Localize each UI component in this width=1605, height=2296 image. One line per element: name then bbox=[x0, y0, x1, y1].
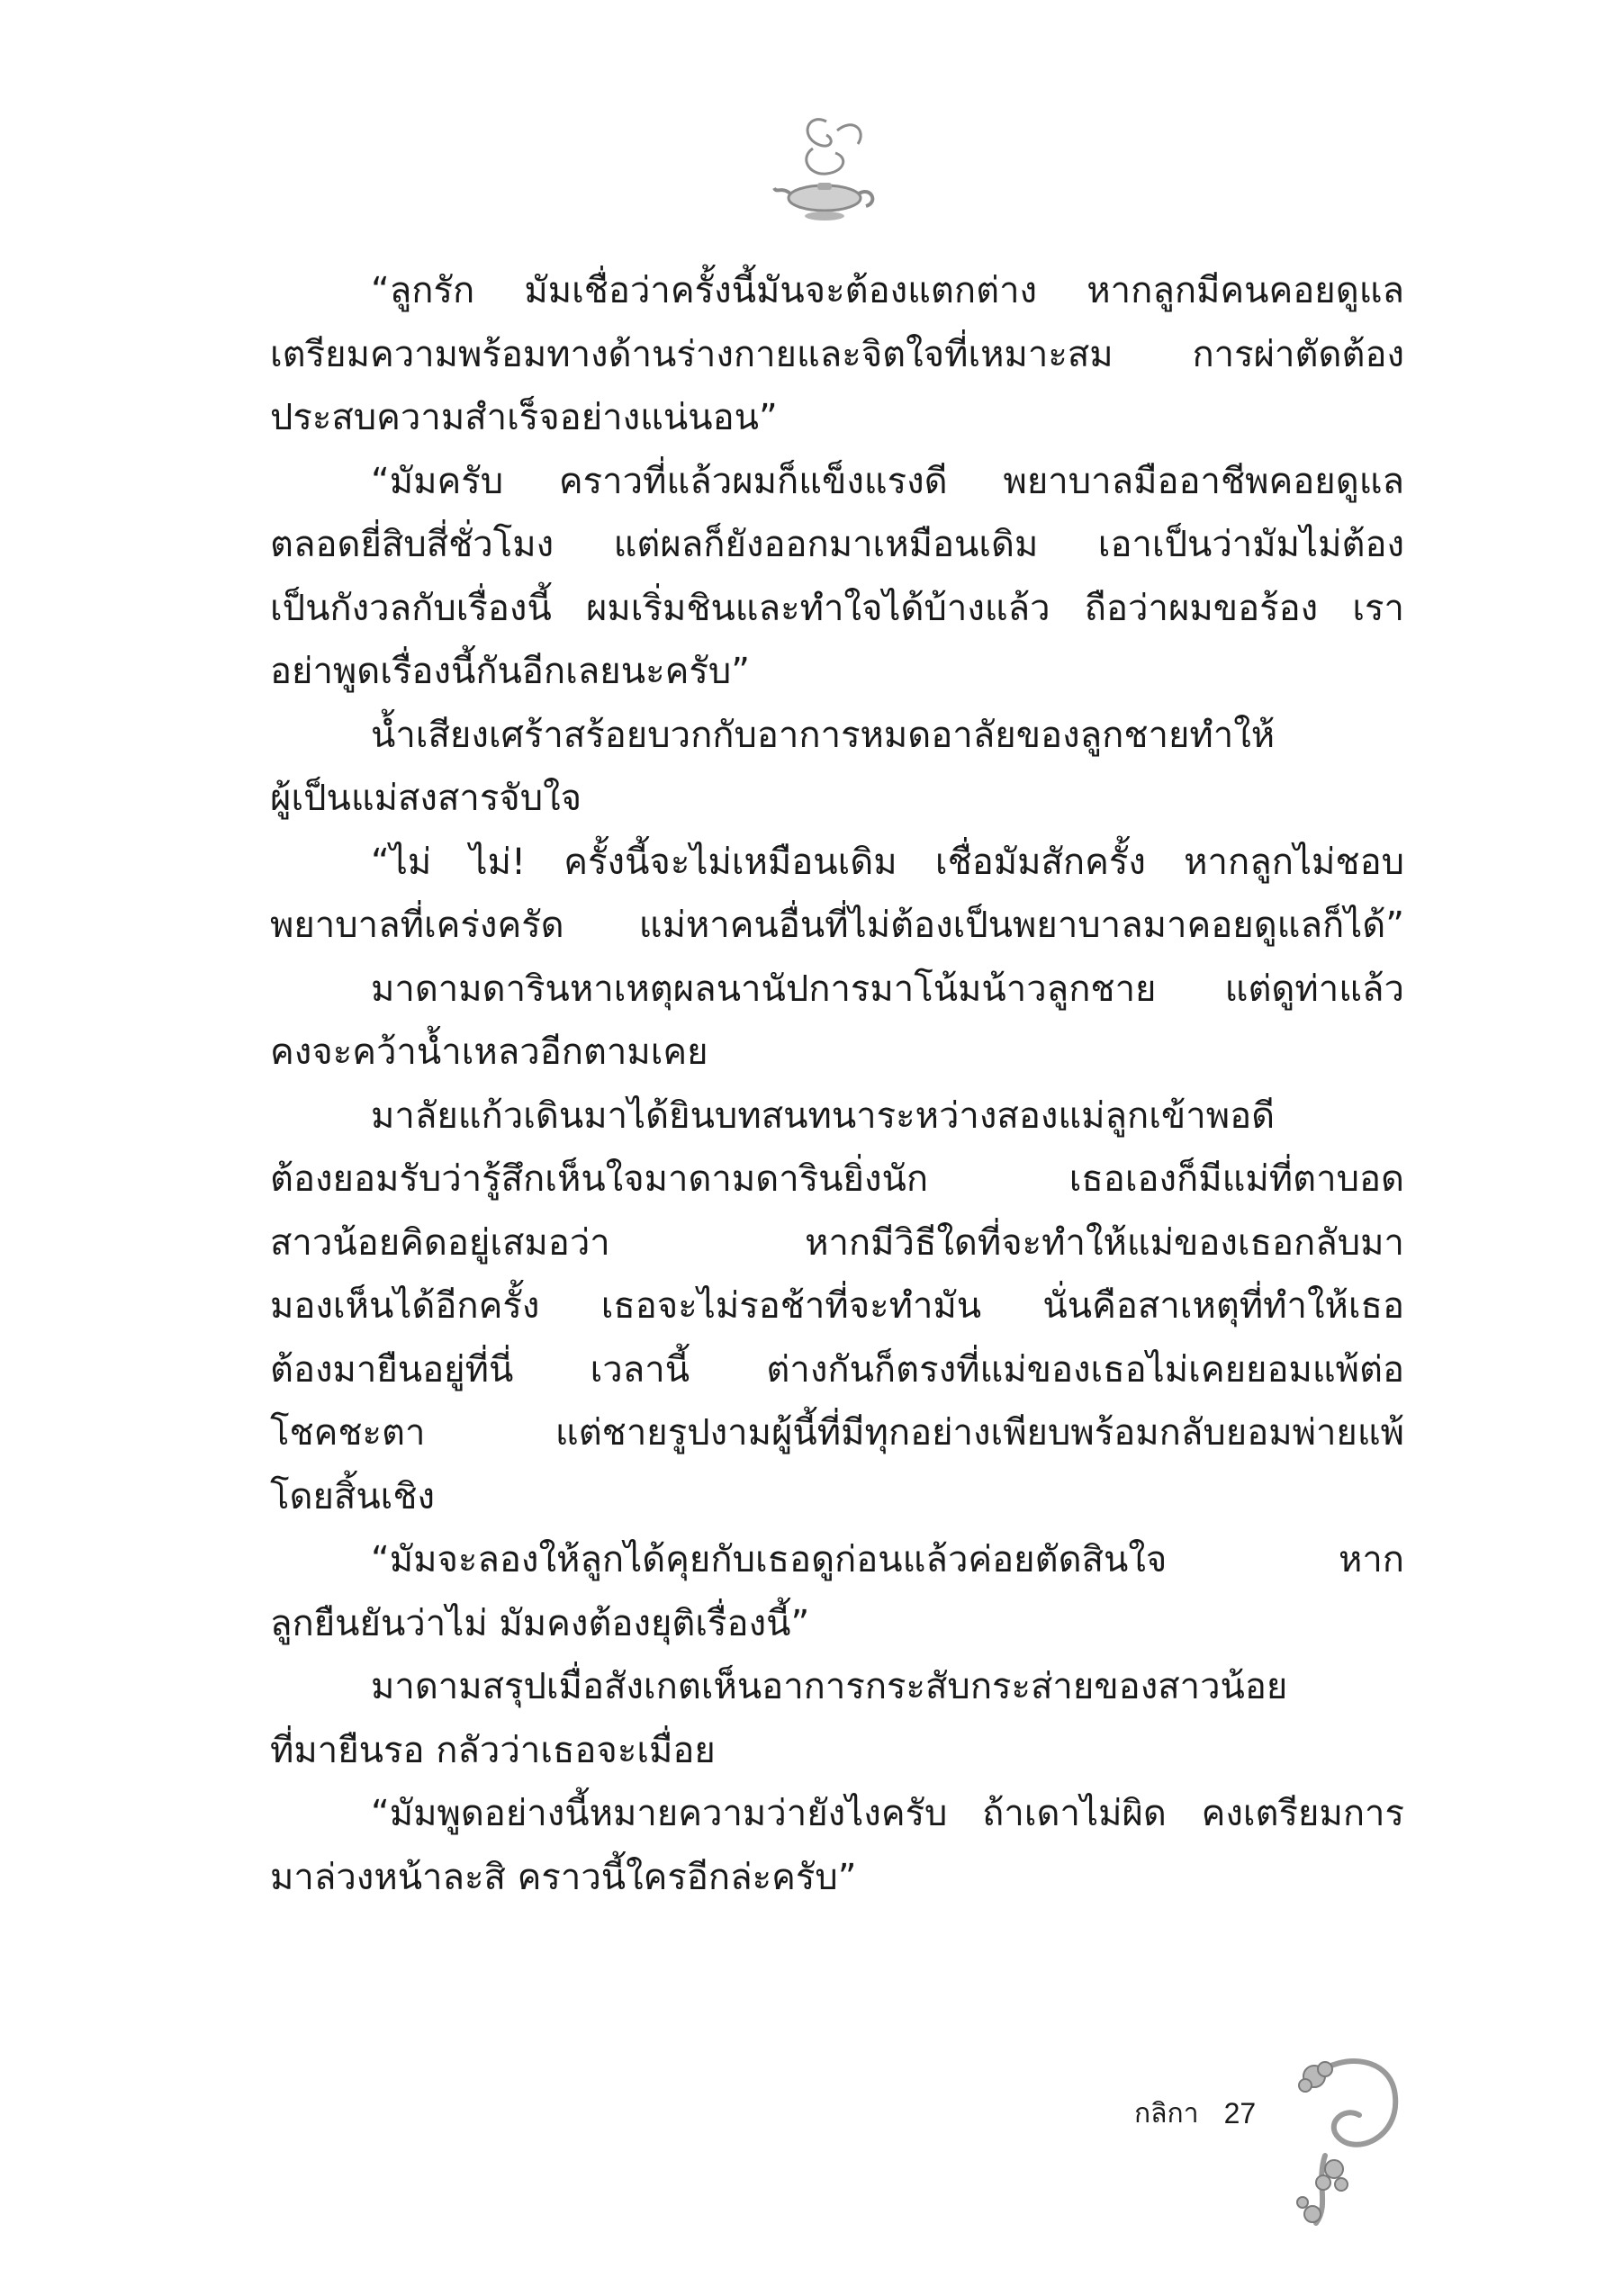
text-line: เป็นกังวลกับเรื่องนี้ ผมเริ่มชินและทำใจได้บ้างแล้ว ถือว่าผมขอร้อง เรา bbox=[270, 587, 1404, 629]
text-line: “ไม่ ไม่! ครั้งนี้จะไม่เหมือนเดิม เชื่อมัมสักครั้ง หากลูกไม่ชอบ bbox=[371, 841, 1404, 883]
text-line: ต้องมายืนอยู่ที่นี่ เวลานี้ ต่างกันก็ตรงที่แม่ของเธอไม่เคยยอมแพ้ต่อ bbox=[270, 1348, 1404, 1391]
text-line: “ลูกรัก มัมเชื่อว่าครั้งนี้มันจะต้องแตกต่าง หากลูกมีคนคอยดูแล bbox=[371, 270, 1404, 311]
text-line: สาวน้อยคิดอยู่เสมอว่า หากมีวิธีใดที่จะทำให้แม่ของเธอกลับมา bbox=[270, 1221, 1404, 1264]
text-line: ลูกยืนยันว่าไม่ มัมคงต้องยุติเรื่องนี้” bbox=[270, 1602, 810, 1644]
page-footer bbox=[1134, 2086, 1256, 2140]
text-line: โดยสิ้นเชิง bbox=[270, 1475, 436, 1517]
text-line: ผู้เป็นแม่สงสารจับใจ bbox=[270, 778, 582, 819]
page-number: 27 bbox=[1223, 2096, 1257, 2129]
text-line: “มัมจะลองให้ลูกได้คุยกับเธอดูก่อนแล้วค่อยตัดสินใจ หาก bbox=[371, 1539, 1404, 1580]
flower-swirl-icon bbox=[1289, 2048, 1406, 2232]
text-line: มาล่วงหน้าละสิ คราวนี้ใครอีกล่ะครับ” bbox=[270, 1856, 857, 1898]
text-line: อย่าพูดเรื่องนี้กันอีกเลยนะครับ” bbox=[270, 651, 750, 692]
text-line: มองเห็นได้อีกครั้ง เธอจะไม่รอช้าที่จะทำมัน นั่นคือสาเหตุที่ทำให้เธอ bbox=[270, 1285, 1404, 1327]
text-line: ต้องยอมรับว่ารู้สึกเห็นใจมาดามดารินยิ่งนัก เธอเองก็มีแม่ที่ตาบอด bbox=[270, 1158, 1404, 1200]
text-line: มาดามดารินหาเหตุผลนานัปการมาโน้มน้าวลูกชาย แต่ดูท่าแล้ว bbox=[371, 968, 1404, 1010]
magic-lamp-icon bbox=[772, 104, 880, 230]
body-text bbox=[270, 259, 1404, 1909]
text-line: ประสบความสำเร็จอย่างแน่นอน” bbox=[270, 397, 778, 438]
text-line: น้ำเสียงเศร้าสร้อยบวกกับอาการหมดอาลัยของลูกชายทำให้ bbox=[371, 714, 1276, 756]
running-title: กลิกา bbox=[1134, 2097, 1199, 2129]
text-line: ตลอดยี่สิบสี่ชั่วโมง แต่ผลก็ยังออกมาเหมือนเดิม เอาเป็นว่ามัมไม่ต้อง bbox=[270, 524, 1404, 565]
text-line: โชคชะตา แต่ชายรูปงามผู้นี้ที่มีทุกอย่างเพียบพร้อมกลับยอมพ่ายแพ้ bbox=[270, 1412, 1404, 1454]
text-line: มาลัยแก้วเดินมาได้ยินบทสนทนาระหว่างสองแม่ลูกเข้าพอดี bbox=[371, 1094, 1276, 1137]
text-line: มาดามสรุปเมื่อสังเกตเห็นอาการกระสับกระส่ายของสาวน้อย bbox=[371, 1666, 1288, 1707]
text-line: คงจะคว้าน้ำเหลวอีกตามเคย bbox=[270, 1031, 708, 1073]
text-line: “มัมพูดอย่างนี้หมายความว่ายังไงครับ ถ้าเดาไม่ผิด คงเตรียมการ bbox=[371, 1793, 1404, 1834]
text-line: ที่มายืนรอ กลัวว่าเธอจะเมื่อย bbox=[270, 1729, 716, 1771]
text-line: เตรียมความพร้อมทางด้านร่างกายและจิตใจที่เหมาะสม การผ่าตัดต้อง bbox=[270, 333, 1404, 375]
text-line: พยาบาลที่เคร่งครัด แม่หาคนอื่นที่ไม่ต้องเป็นพยาบาลมาคอยดูแลก็ได้” bbox=[270, 905, 1404, 946]
text-line: “มัมครับ คราวที่แล้วผมก็แข็งแรงดี พยาบาลมืออาชีพคอยดูแล bbox=[371, 460, 1404, 502]
